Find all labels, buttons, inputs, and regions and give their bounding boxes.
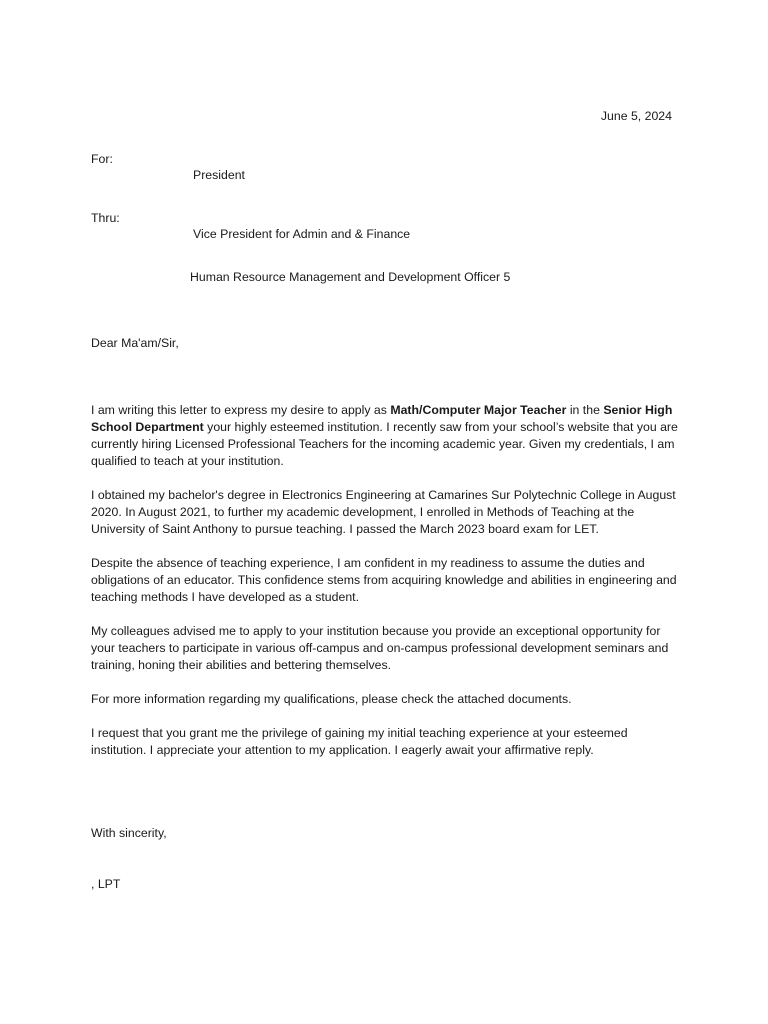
for-recipient: President [193,168,245,182]
thru-recipient-2: Human Resource Management and Development Officer 5 [190,270,511,284]
body-paragraph-3: Despite the absence of teaching experience, I am confident in my readiness to assume the duties and obligations of an educator. This confidence stems from acquiring knowledge and abilities in engineering and teaching methods I have developed as a student. [91,556,677,604]
letter-date: June 5, 2024 [600,109,672,123]
letter-body [91,402,683,776]
body-paragraph-5: For more information regarding my qualifications, please check the attached documents. [91,692,572,706]
body-paragraph-6: I request that you grant me the privilege of gaining my initial teaching experience at your esteemed institution. I appreciate your attention to my application. I eagerly await your affirmative reply. [91,726,628,757]
thru-recipient-1: Vice President for Admin and & Finance [193,227,411,241]
salutation: Dear Ma'am/Sir, [91,336,179,350]
p1-text-1: I am writing this letter to express my desire to apply as [91,403,391,417]
p1-text-2: in the [566,403,604,417]
closing: With sincerity, [91,826,167,840]
body-paragraph-2: I obtained my bachelor's degree in Electronics Engineering at Camarines Sur Polytechnic College in August 2020. In August 2021, to further my academic development, I enrolled in Methods of Teaching at the University of Saint Anthony to pursue teaching. I passed the March 2023 board exam for LET. [91,488,676,536]
position-title: Math/Computer Major Teacher [390,403,567,417]
body-paragraph-4: My colleagues advised me to apply to your institution because you provide an exceptional opportunity for your teachers to participate in various off-campus and on-campus professional development seminars and training, honing their abilities and bettering themselves. [91,624,669,672]
department-name: Senior High School Department [91,403,673,434]
p1-text-3: your highly esteemed institution. I recently saw from your school’s website that you are currently hiring Licensed Professional Teachers for the incoming academic year. Given my credentials, I am qualified to teach at your institution. [91,420,678,468]
for-label: For: [91,152,113,166]
signature: , LPT [91,877,121,891]
thru-label: Thru: [91,211,120,225]
body-paragraph-1 [91,402,683,470]
